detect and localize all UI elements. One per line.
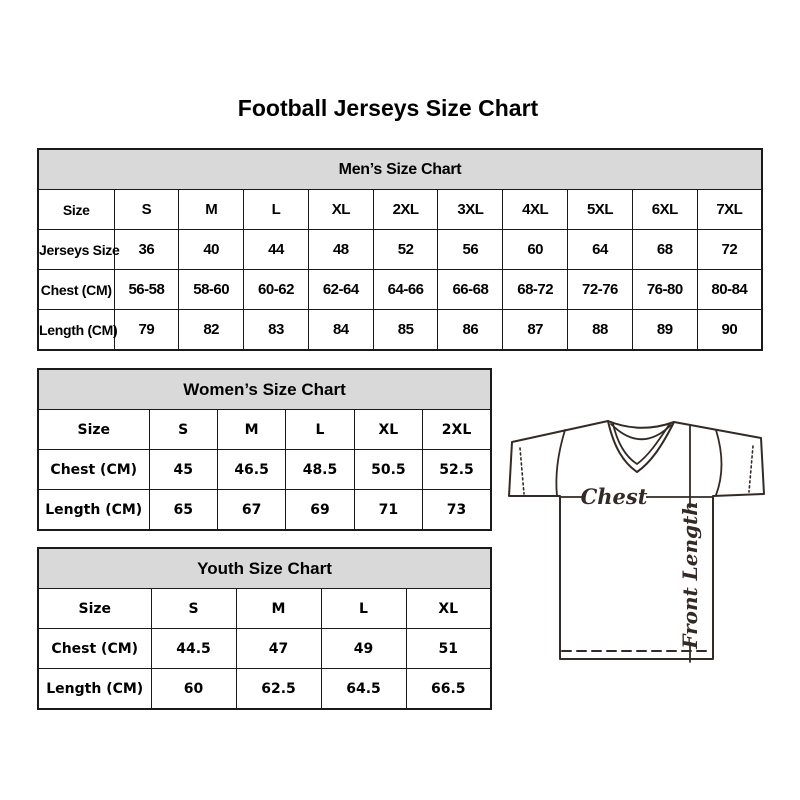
value-cell: M	[236, 589, 321, 629]
value-cell: 89	[632, 310, 697, 351]
value-cell: 60-62	[244, 270, 309, 310]
value-cell: XL	[406, 589, 491, 629]
value-cell: 7XL	[697, 190, 762, 230]
value-cell: M	[217, 410, 285, 450]
value-cell: 48.5	[286, 450, 354, 490]
value-cell: 67	[217, 490, 285, 531]
value-cell: 2XL	[373, 190, 438, 230]
value-cell: 50.5	[354, 450, 422, 490]
value-cell: 72	[697, 230, 762, 270]
value-cell: 58-60	[179, 270, 244, 310]
value-cell: S	[151, 589, 236, 629]
table-row	[38, 410, 491, 450]
value-cell: 62.5	[236, 669, 321, 710]
value-cell: 71	[354, 490, 422, 531]
table-header-row	[38, 149, 762, 190]
value-cell: 62-64	[308, 270, 373, 310]
womens-table-title: Women’s Size Chart	[38, 369, 491, 410]
row-label: Jerseys Size	[38, 230, 114, 270]
row-label: Size	[38, 410, 149, 450]
value-cell: 45	[149, 450, 217, 490]
value-cell: 60	[151, 669, 236, 710]
value-cell: 36	[114, 230, 179, 270]
value-cell: 64-66	[373, 270, 438, 310]
row-label: Length (CM)	[38, 310, 114, 351]
value-cell: 83	[244, 310, 309, 351]
table-row	[38, 589, 491, 629]
value-cell: 84	[308, 310, 373, 351]
mens-table-title: Men’s Size Chart	[38, 149, 762, 190]
right-armhole-seam	[716, 430, 722, 495]
value-cell: 49	[321, 629, 406, 669]
table-row	[38, 230, 762, 270]
value-cell: 52	[373, 230, 438, 270]
value-cell: 85	[373, 310, 438, 351]
value-cell: 60	[503, 230, 568, 270]
value-cell: 66-68	[438, 270, 503, 310]
value-cell: 64.5	[321, 669, 406, 710]
value-cell: 79	[114, 310, 179, 351]
value-cell: 4XL	[503, 190, 568, 230]
jersey-measurement-diagram	[505, 408, 767, 666]
value-cell: 46.5	[217, 450, 285, 490]
value-cell: S	[114, 190, 179, 230]
value-cell: 90	[697, 310, 762, 351]
table-row	[38, 270, 762, 310]
value-cell: 52.5	[423, 450, 491, 490]
chest-label: Chest	[580, 484, 648, 509]
value-cell: 44	[244, 230, 309, 270]
value-cell: 82	[179, 310, 244, 351]
row-label: Chest (CM)	[38, 450, 149, 490]
mens-size-table	[37, 148, 763, 351]
table-row	[38, 629, 491, 669]
table-header-row	[38, 548, 491, 589]
value-cell: 44.5	[151, 629, 236, 669]
value-cell: 5XL	[568, 190, 633, 230]
value-cell: 6XL	[632, 190, 697, 230]
row-label: Length (CM)	[38, 490, 149, 531]
value-cell: 88	[568, 310, 633, 351]
value-cell: 56	[438, 230, 503, 270]
table-row	[38, 450, 491, 490]
row-label: Length (CM)	[38, 669, 151, 710]
row-label: Size	[38, 589, 151, 629]
front-length-label: Front Length	[678, 501, 702, 649]
left-cuff-dotted-line	[520, 448, 524, 494]
value-cell: M	[179, 190, 244, 230]
table-header-row	[38, 369, 491, 410]
row-label: Size	[38, 190, 114, 230]
value-cell: L	[286, 410, 354, 450]
value-cell: 64	[568, 230, 633, 270]
row-label: Chest (CM)	[38, 270, 114, 310]
left-armhole-seam	[556, 430, 565, 496]
row-label: Chest (CM)	[38, 629, 151, 669]
value-cell: 73	[423, 490, 491, 531]
value-cell: L	[244, 190, 309, 230]
right-cuff-dotted-line	[749, 446, 753, 492]
value-cell: XL	[354, 410, 422, 450]
value-cell: 72-76	[568, 270, 633, 310]
page-title: Football Jerseys Size Chart	[237, 95, 539, 121]
value-cell: 87	[503, 310, 568, 351]
value-cell: 40	[179, 230, 244, 270]
value-cell: 51	[406, 629, 491, 669]
value-cell: 56-58	[114, 270, 179, 310]
youth-table-title: Youth Size Chart	[38, 548, 491, 589]
value-cell: 86	[438, 310, 503, 351]
table-row	[38, 310, 762, 351]
value-cell: 2XL	[423, 410, 491, 450]
jersey-outline	[509, 421, 764, 659]
value-cell: 76-80	[632, 270, 697, 310]
table-row	[38, 490, 491, 531]
youth-size-table	[37, 547, 492, 710]
value-cell: 65	[149, 490, 217, 531]
value-cell: 68	[632, 230, 697, 270]
table-row	[38, 190, 762, 230]
value-cell: 69	[286, 490, 354, 531]
value-cell: 47	[236, 629, 321, 669]
value-cell: 48	[308, 230, 373, 270]
value-cell: L	[321, 589, 406, 629]
value-cell: 66.5	[406, 669, 491, 710]
table-row	[38, 669, 491, 710]
value-cell: 3XL	[438, 190, 503, 230]
value-cell: S	[149, 410, 217, 450]
value-cell: XL	[308, 190, 373, 230]
womens-size-table	[37, 368, 492, 531]
value-cell: 80-84	[697, 270, 762, 310]
value-cell: 68-72	[503, 270, 568, 310]
